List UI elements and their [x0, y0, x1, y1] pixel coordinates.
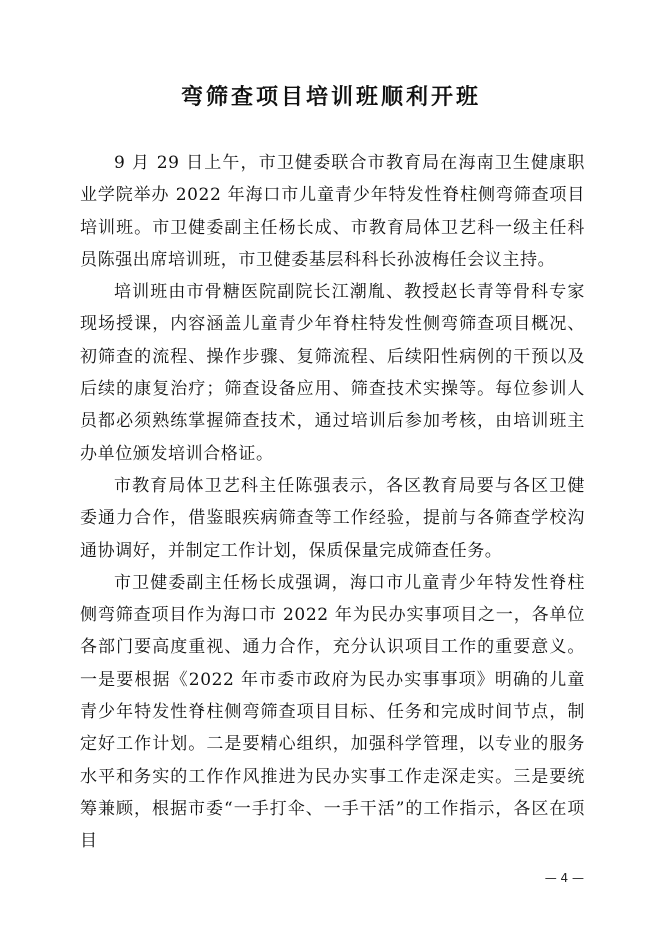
- paragraph-2: 培训班由市骨糖医院副院长江潮胤、教授赵长青等骨科专家现场授课，内容涵盖儿童青少年脊柱特发性侧弯筛查项目概况、初筛查的流程、操作步骤、复筛流程、后续阳性病例的干预以及后续的康复治疗；筛查设备应用、筛查技术实操等。每位参训人员都必须熟练掌握筛查技术，通过培训后参加考核，由培训班主办单位颁发培训合格证。: [80, 282, 585, 464]
- paragraph-3: 市教育局体卫艺科主任陈强表示，各区教育局要与各区卫健委通力合作，借鉴眼疾病筛查等工作经验，提前与各筛查学校沟通协调好，并制定工作计划，保质保量完成筛查任务。: [80, 475, 585, 561]
- page-number: — 4 —: [544, 871, 584, 885]
- paragraph-4: 市卫健委副主任杨长成强调，海口市儿童青少年特发性脊柱侧弯筛查项目作为海口市 2022 年为民办实事项目之一，各单位各部门要高度重视、通力合作，充分认识项目工作的重要意义。一是要根据《2022 年市委市政府为民办实事事项》明确的儿童青少年特发性脊柱侧弯筛查项目目标、任务和完成时间节点，制定好工作计划。二是要精心组织，加强科学管理，以专业的服务水平和务实的工作作风推进为民办实事工作走深走实。三是要统筹兼顾，根据市委“一手打伞、一手干活”的工作指示，各区在项目: [80, 572, 585, 852]
- article-title: 弯筛查项目培训班顺利开班: [180, 85, 481, 110]
- paragraph-1: 9 月 29 日上午，市卫健委联合市教育局在海南卫生健康职业学院举办 2022 年海口市儿童青少年特发性脊柱侧弯筛查项目培训班。市卫健委副主任杨长成、市教育局体卫艺科一级主任科员陈强出席培训班，市卫健委基层科科长孙波梅任会议主持。: [80, 153, 585, 270]
- article-body: [80, 147, 585, 858]
